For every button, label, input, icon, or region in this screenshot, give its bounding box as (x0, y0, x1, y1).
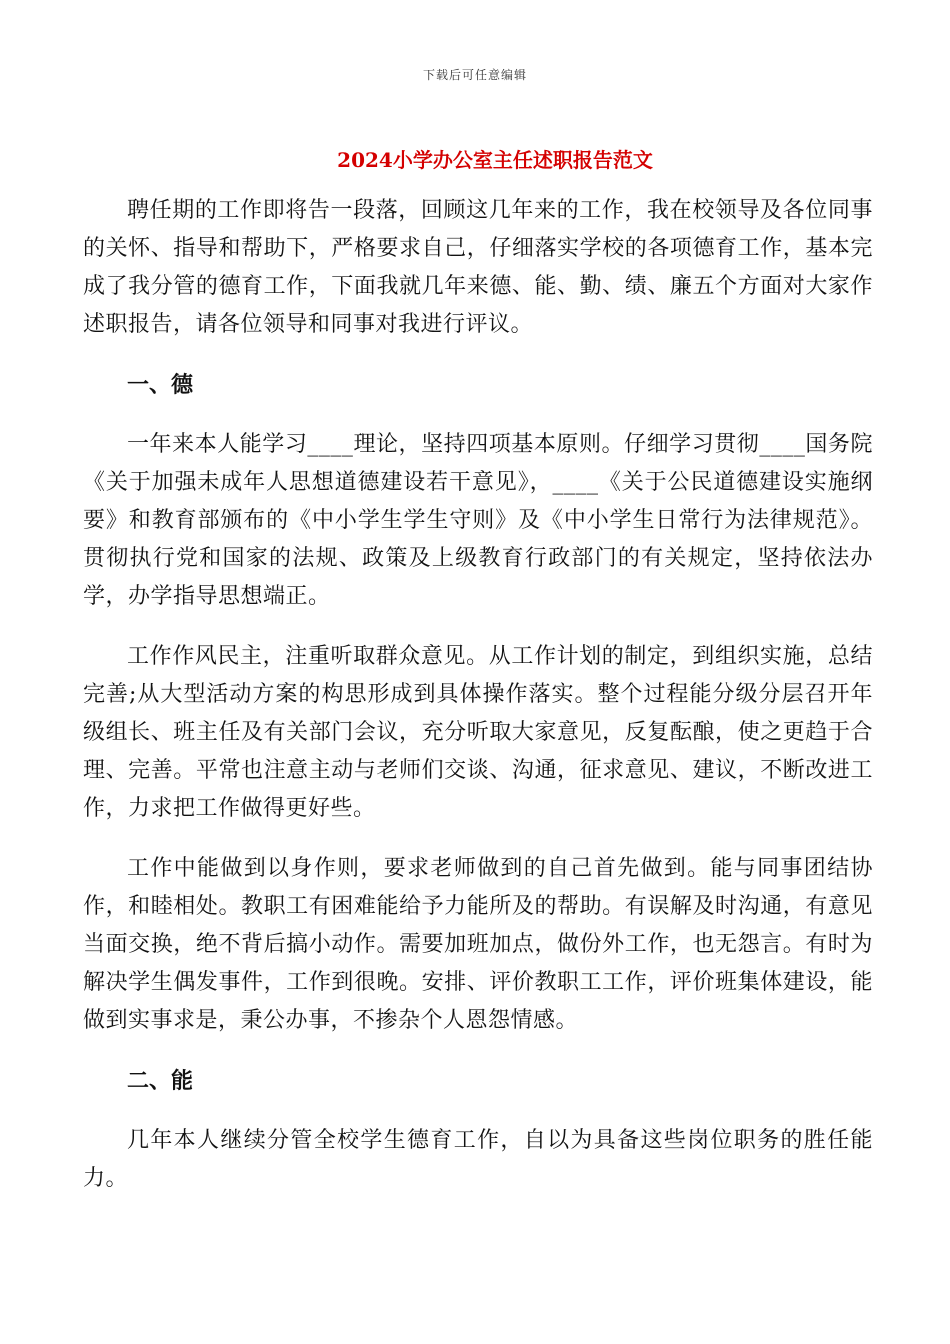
paragraph-de-3: 工作中能做到以身作则，要求老师做到的自己首先做到。能与同事团结协作，和睦相处。教职工有困难能给予力能所及的帮助。有误解及时沟通，有意见当面交换，绝不背后搞小动作。需要加班加点，做份外工作，也无怨言。有时为解决学生偶发事件，工作到很晚。安排、评价教职工工作，评价班集体建设，能做到实事求是，秉公办事，不掺杂个人恩怨情感。 (83, 856, 873, 1033)
paragraph-neng-1: 几年本人继续分管全校学生德育工作，自以为具备这些岗位职务的胜任能力。 (83, 1128, 873, 1191)
document-body (83, 192, 873, 1220)
paragraph-de-1: 一年来本人能学习____理论，坚持四项基本原则。仔细学习贯彻____国务院《关于加强未成年人思想道德建设若干意见》，____《关于公民道德建设实施纲要》和教育部颁布的《中小学生学生守则》及《中小学生日常行为法律规范》。贯彻执行党和国家的法规、政策及上级教育行政部门的有关规定，坚持依法办学，办学指导思想端正。 (83, 432, 873, 609)
section-heading-de: 一、德 (127, 372, 194, 398)
header-note: 下载后可任意编辑 (422, 68, 527, 82)
document-title: 2024小学办公室主任述职报告范文 (337, 148, 653, 172)
intro-paragraph: 聘任期的工作即将告一段落，回顾这几年来的工作，我在校领导及各位同事的关怀、指导和帮助下，严格要求自己，仔细落实学校的各项德育工作，基本完成了我分管的德育工作，下面我就几年来德、能、勤、绩、廉五个方面对大家作述职报告，请各位领导和同事对我进行评议。 (83, 198, 873, 337)
section-heading-neng: 二、能 (127, 1068, 194, 1094)
paragraph-de-2: 工作作风民主，注重听取群众意见。从工作计划的制定，到组织实施，总结完善;从大型活动方案的构思形成到具体操作落实。整个过程能分级分层召开年级组长、班主任及有关部门会议，充分听取大家意见，反复酝酿，使之更趋于合理、完善。平常也注意主动与老师们交谈、沟通，征求意见、建议，不断改进工作，力求把工作做得更好些。 (83, 644, 873, 821)
